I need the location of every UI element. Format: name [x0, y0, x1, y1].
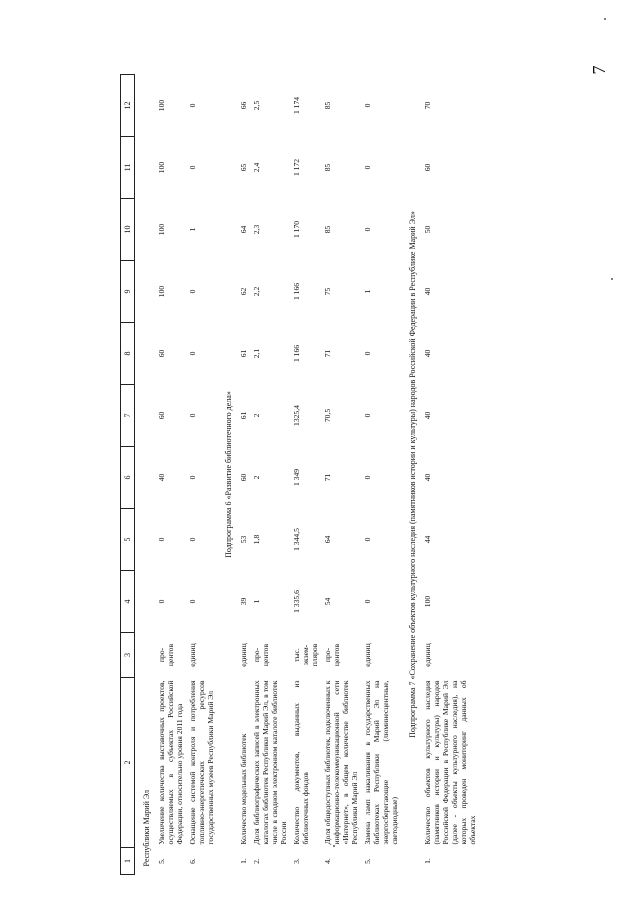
indicator-name: Количество модельных библиотек [239, 733, 248, 845]
indicator-value: 40 [423, 411, 432, 420]
indicator-value: 1 [188, 227, 197, 232]
indicator-value: 0 [363, 413, 372, 418]
indicator-value: 62 [239, 287, 248, 296]
indicator-value: 40 [157, 473, 166, 482]
indicator-value: 0 [188, 165, 197, 170]
indicator-name: Доля общедоступных библиотек, подключенных к информационно-телекоммуникационной сети «Интернет», в общем количестве библиотек Республики Марий Эл [323, 680, 359, 845]
unit: единиц [423, 643, 432, 667]
indicator-value: 2,2 [252, 286, 261, 297]
indicator-value: 0 [188, 475, 197, 480]
indicator-value: 60 [239, 473, 248, 482]
section-heading: Подпрограмма 6 «Развитие библиотечного дела» [224, 391, 233, 558]
indicator-value: 75 [323, 287, 332, 296]
indicator-value: 0 [157, 599, 166, 604]
row-number: 3. [292, 858, 301, 864]
column-number-header: 11 [121, 137, 135, 199]
unit: про- центов [252, 643, 270, 667]
indicator-value: 70,5 [323, 408, 332, 423]
indicator-value: 1 170 [292, 220, 301, 239]
indicator-row [186, 75, 217, 875]
indicator-value: 54 [323, 597, 332, 606]
indicator-value: 60 [423, 163, 432, 172]
indicator-name: Количество объектов культурного наследия (памятников истории и культуры) народов Российской Федерации в Республике Марий Эл (далее - объекты культурного наследия), на которых проведен мониторинг данных об объектах [423, 680, 477, 845]
indicator-row [421, 75, 479, 875]
indicator-value: 66 [239, 101, 248, 110]
section-heading: Подпрограмма 7 «Сохранение объектов культурного наследия (памятников истории и культуры) народов Российской Федерации в Республике Марий Эл» [408, 211, 417, 738]
indicator-value: 0 [363, 475, 372, 480]
column-number-header: 6 [121, 447, 135, 509]
indicator-value: 1,8 [252, 534, 261, 545]
indicator-value: 2,5 [252, 100, 261, 111]
column-numbers-row [121, 75, 135, 875]
indicator-value: 0 [188, 103, 197, 108]
indicator-value: 39 [239, 597, 248, 606]
indicator-row [155, 75, 186, 875]
indicator-value: 0 [188, 289, 197, 294]
indicator-value: 1 172 [292, 158, 301, 177]
unit: единиц [239, 643, 248, 667]
indicator-value: 0 [363, 537, 372, 542]
indicator-row [361, 75, 401, 875]
indicator-value: 85 [323, 225, 332, 234]
indicator-value: 2,4 [252, 162, 261, 173]
indicator-value: 0 [363, 165, 372, 170]
indicator-value: 1325,4 [292, 405, 301, 426]
indicator-value: 1 349 [292, 468, 301, 487]
indicator-value: 0 [188, 413, 197, 418]
indicator-value: 1 166 [292, 282, 301, 301]
indicator-value: 64 [323, 535, 332, 544]
indicator-value: 71 [323, 349, 332, 358]
indicator-row [321, 75, 361, 875]
scan-speck [604, 18, 606, 20]
indicator-name: Увеличение количества выставочных проектов, осуществляемых в субъектах Российской Федерации, относительно уровня 2011 года [157, 680, 184, 845]
row-number: 4. [323, 858, 332, 864]
section-heading-row [217, 75, 237, 875]
indicator-value: 1 [363, 289, 372, 294]
indicator-value: 100 [157, 161, 166, 174]
column-number-header: 7 [121, 385, 135, 447]
row-number: 1. [239, 858, 248, 864]
indicator-value: 0 [363, 351, 372, 356]
indicator-value: 61 [239, 349, 248, 358]
indicator-value: 0 [363, 227, 372, 232]
indicator-value: 50 [423, 225, 432, 234]
indicator-value: 1 166 [292, 344, 301, 363]
indicator-value: 0 [188, 599, 197, 604]
rotated-page-content [120, 75, 520, 875]
indicator-value: 85 [323, 101, 332, 110]
indicator-value: 64 [239, 225, 248, 234]
column-number-header: 2 [121, 678, 135, 848]
column-number-header: 5 [121, 509, 135, 571]
unit: единиц [363, 643, 372, 667]
indicator-value: 44 [423, 535, 432, 544]
indicator-value: 0 [157, 537, 166, 542]
column-number-header: 3 [121, 633, 135, 678]
indicator-value: 2 [252, 475, 261, 480]
column-number-header: 1 [121, 848, 135, 875]
indicator-value: 2,1 [252, 348, 261, 359]
indicator-value: 65 [239, 163, 248, 172]
scan-speck [333, 845, 335, 847]
row-number: 2. [252, 858, 261, 864]
indicator-value: 40 [423, 473, 432, 482]
indicator-row [250, 75, 290, 875]
indicator-value: 53 [239, 535, 248, 544]
indicator-value: 1 [252, 599, 261, 604]
indicator-value: 100 [157, 223, 166, 236]
unit: единиц [188, 643, 197, 667]
column-number-header: 9 [121, 261, 135, 323]
indicator-value: 40 [423, 287, 432, 296]
indicator-value: 2 [252, 413, 261, 418]
section-heading: Республики Марий Эл [142, 789, 151, 867]
indicator-name: Доля библиографических записей в электронных каталогах библиотек Республики Марий Эл, в том числе в сводном электронном каталоге библиотек России [252, 680, 288, 845]
indicator-value: 0 [188, 537, 197, 542]
indicator-value: 100 [423, 595, 432, 608]
indicator-name: Оснащение системой контроля и потребления топливно-энергетических ресурсов государственных музеев Республики Марий Эл [188, 680, 215, 845]
row-number: 1. [423, 858, 432, 864]
indicator-name: Количество документов, выданных из библиотечных фондов [292, 680, 310, 845]
indicator-value: 71 [323, 473, 332, 482]
section-heading-row [135, 75, 156, 875]
indicator-value: 60 [157, 349, 166, 358]
indicator-row [237, 75, 250, 875]
indicator-name: Замена ламп накаливания в государственных библиотеках Республики Марий Эл на энергосберегающие (люминесцентные, светодиодные) [363, 680, 399, 845]
indicator-value: 40 [423, 349, 432, 358]
column-number-header: 12 [121, 75, 135, 137]
row-number: 6. [188, 858, 197, 864]
indicator-value: 2,3 [252, 224, 261, 235]
row-number: 5. [157, 858, 166, 864]
row-number: 5. [363, 858, 372, 864]
indicator-value: 0 [363, 103, 372, 108]
indicator-value: 1 174 [292, 96, 301, 115]
indicator-value: 0 [363, 599, 372, 604]
indicator-value: 1 344,5 [292, 528, 301, 551]
column-number-header: 10 [121, 199, 135, 261]
indicator-value: 85 [323, 163, 332, 172]
indicator-value: 100 [157, 99, 166, 112]
section-heading-row [401, 75, 421, 875]
column-number-header: 4 [121, 571, 135, 633]
indicator-value: 1 335,6 [292, 590, 301, 613]
column-number-header: 8 [121, 323, 135, 385]
indicator-value: 100 [157, 285, 166, 298]
unit: про- центов [323, 643, 341, 667]
indicator-value: 0 [188, 351, 197, 356]
indicators-table [120, 74, 479, 875]
unit: про- центов [157, 643, 175, 667]
scan-speck [611, 278, 613, 280]
indicator-row [290, 75, 321, 875]
indicator-value: 60 [157, 411, 166, 420]
unit: тыс. экзем- пляров [292, 643, 319, 667]
indicator-value: 70 [423, 101, 432, 110]
page-number: 7 [589, 65, 609, 75]
indicator-value: 61 [239, 411, 248, 420]
